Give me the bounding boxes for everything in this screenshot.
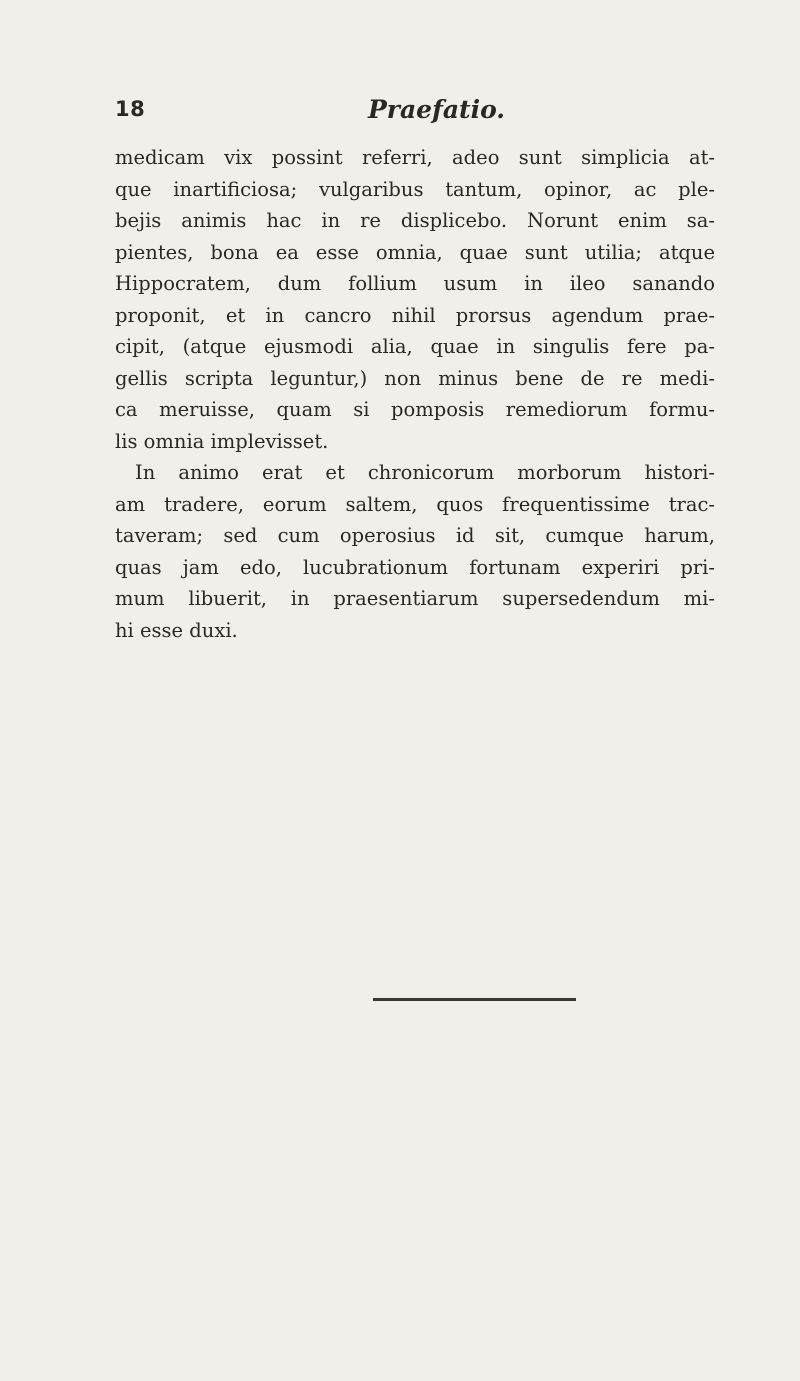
body-text — [115, 142, 715, 646]
text-line: taveram; sed cum operosius id sit, cumque harum, — [115, 524, 715, 547]
text-line: ca meruisse, quam si pomposis remediorum formu- — [115, 398, 715, 421]
text-line: que inartificiosa; vulgaribus tantum, opinor, ac ple- — [115, 177, 715, 201]
text-line: am tradere, eorum saltem, quos frequentissime trac- — [115, 492, 715, 516]
text-line: proponit, et in cancro nihil prorsus agendum prae- — [115, 303, 715, 327]
text-line: In animo erat et chronicorum morborum histori- — [135, 461, 715, 484]
text-line: lis omnia implevisset. — [115, 429, 329, 453]
text-line: mum libuerit, in praesentiarum supersedendum mi- — [115, 587, 715, 610]
page-header — [115, 97, 715, 133]
text-line: gellis scripta leguntur,) non minus bene de re medi- — [115, 366, 715, 390]
text-line: hi esse duxi. — [115, 618, 238, 642]
text-line: quas jam edo, lucubrationum fortunam experiri pri- — [115, 555, 715, 579]
page-number: 18 — [115, 97, 146, 121]
running-title: Praefatio. — [368, 95, 506, 124]
text-line: medicam vix possint referri, adeo sunt simplicia at- — [115, 146, 715, 169]
text-line: bejis animis hac in re displicebo. Norunt enim sa- — [115, 209, 715, 232]
text-line: pientes, bona ea esse omnia, quae sunt utilia; atque — [115, 240, 715, 264]
text-line: Hippocratem, dum follium usum in ileo sanando — [115, 272, 715, 295]
section-divider — [373, 998, 576, 1001]
text-line: cipit, (atque ejusmodi alia, quae in singulis fere pa- — [115, 335, 715, 358]
